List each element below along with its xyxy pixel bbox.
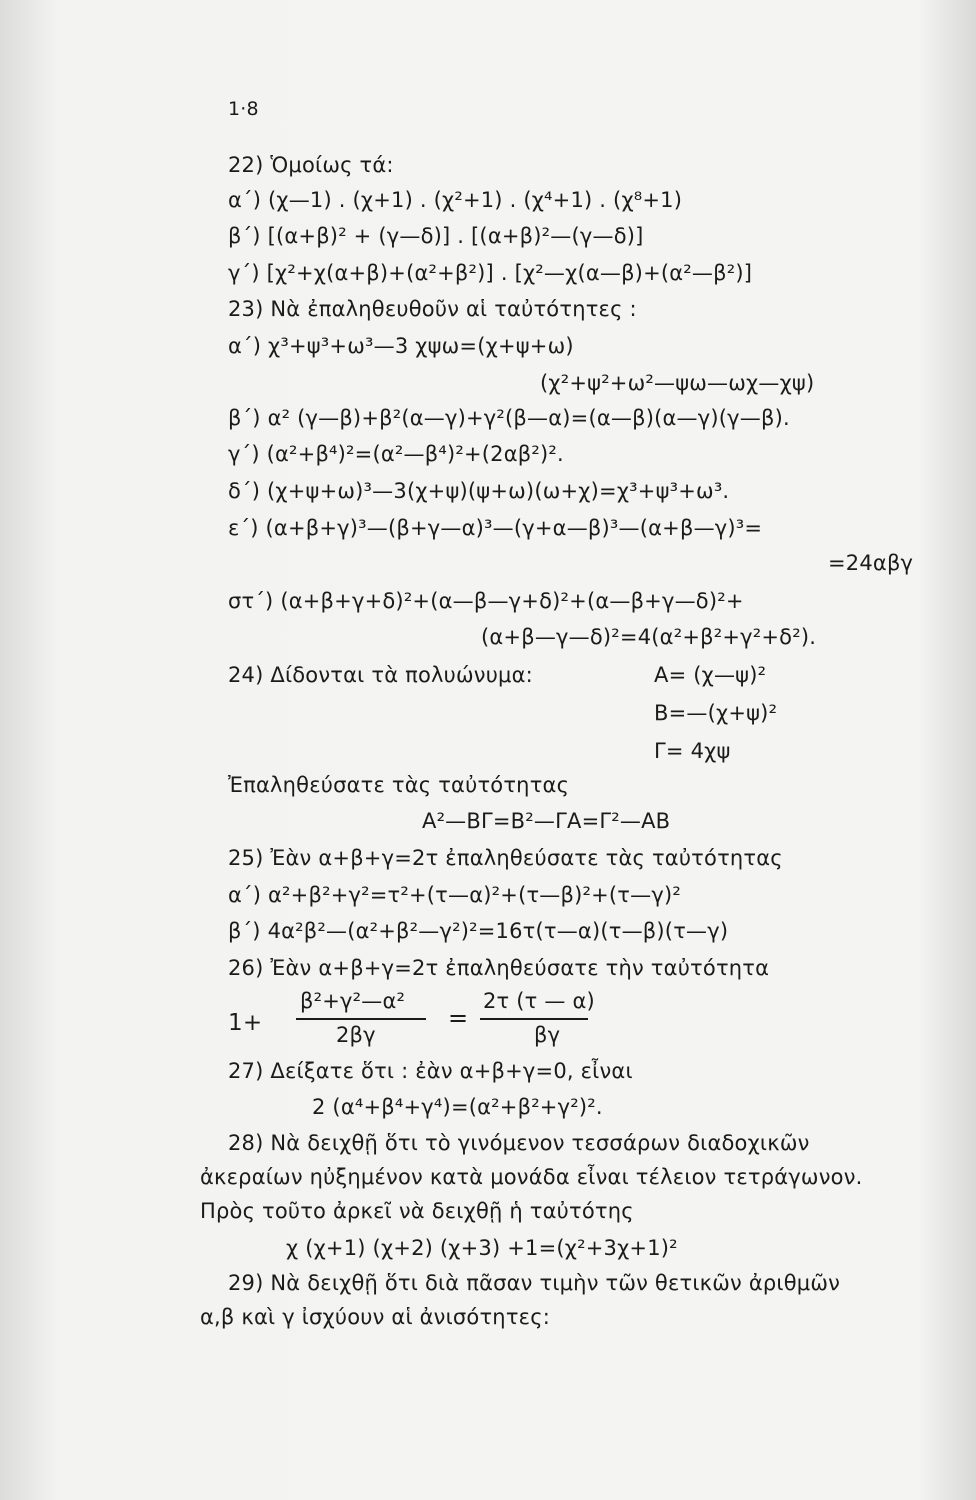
exercise-24-polynomial-g: Γ= 4χψ <box>654 739 731 763</box>
exercise-25-title: 25) Ἐὰν α+β+γ=2τ ἐπαληθεύσατε τὰς ταὐτότητας <box>228 846 783 870</box>
exercise-22-part-b: β΄) [(α+β)² + (γ—δ)] . [(α+β)²—(γ—δ)] <box>228 224 644 248</box>
exercise-28-line3: Πρὸς τοῦτο ἀρκεῖ νὰ δειχθῇ ἡ ταὐτότης <box>200 1199 634 1223</box>
exercise-27-title: 27) Δείξατε ὅτι : ἐὰν α+β+γ=0, εἶναι <box>228 1059 633 1083</box>
exercise-26-equals: = <box>448 1004 469 1032</box>
exercise-24-verify: Ἐπαληθεύσατε τὰς ταὐτότητας <box>228 773 570 797</box>
exercise-26-right-denominator: βγ <box>534 1023 561 1047</box>
exercise-26-left-denominator: 2βγ <box>336 1023 376 1047</box>
exercise-26-right-fraction-bar <box>480 1018 588 1020</box>
exercise-23-part-e-line1: ε΄) (α+β+γ)³—(β+γ—α)³—(γ+α—β)³—(α+β—γ)³= <box>228 516 763 540</box>
exercise-22-title: 22) Ὁμοίως τά: <box>228 153 394 177</box>
exercise-23-part-e-line2: =24αβγ <box>828 551 914 575</box>
exercise-29-line1: 29) Νὰ δειχθῇ ὅτι διὰ πᾶσαν τιμὴν τῶν θετικῶν ἀριθμῶν <box>228 1271 841 1295</box>
exercise-24-polynomial-b: Β=—(χ+ψ)² <box>654 701 778 725</box>
exercise-26-title: 26) Ἐὰν α+β+γ=2τ ἐπαληθεύσατε τὴν ταὐτότητα <box>228 956 770 980</box>
exercise-24-title: 24) Δίδονται τὰ πολυώνυμα: <box>228 663 533 687</box>
exercise-23-part-f-line2: (α+β—γ—δ)²=4(α²+β²+γ²+δ²). <box>481 625 817 649</box>
exercise-24-identity: Α²—ΒΓ=Β²—ΓΑ=Γ²—ΑΒ <box>422 809 671 833</box>
exercise-23-part-a-line2: (χ²+ψ²+ω²—ψω—ωχ—χψ) <box>540 371 815 395</box>
exercise-26-left-numerator: β²+γ²—α² <box>300 989 406 1013</box>
exercise-26-left-fraction-bar <box>296 1018 426 1020</box>
exercise-25-part-b: β΄) 4α²β²—(α²+β²—γ²)²=16τ(τ—α)(τ—β)(τ—γ) <box>228 919 729 943</box>
exercise-28-equation: χ (χ+1) (χ+2) (χ+3) +1=(χ²+3χ+1)² <box>286 1236 678 1260</box>
exercise-26-one-plus: 1+ <box>228 1010 263 1036</box>
exercise-28-line1: 28) Νὰ δειχθῇ ὅτι τὸ γινόμενον τεσσάρων διαδοχικῶν <box>228 1131 810 1155</box>
exercise-22-part-a: α΄) (χ—1) . (χ+1) . (χ²+1) . (χ⁴+1) . (χ⁸+1) <box>228 188 683 212</box>
exercise-23-part-b: β΄) α² (γ—β)+β²(α—γ)+γ²(β—α)=(α—β)(α—γ)(γ—β). <box>228 406 790 430</box>
exercise-23-part-f-line1: στ΄) (α+β+γ+δ)²+(α—β—γ+δ)²+(α—β+γ—δ)²+ <box>228 589 744 613</box>
exercise-24-polynomial-a: Α= (χ—ψ)² <box>654 663 767 687</box>
page-number: 1·8 <box>228 98 259 120</box>
exercise-23-part-c: γ΄) (α²+β⁴)²=(α²—β⁴)²+(2αβ²)². <box>228 442 564 466</box>
exercise-28-line2: ἀκεραίων ηὐξημένον κατὰ μονάδα εἶναι τέλειον τετράγωνον. <box>200 1165 863 1189</box>
exercise-26-right-numerator: 2τ (τ — α) <box>483 989 595 1013</box>
exercise-27-equation: 2 (α⁴+β⁴+γ⁴)=(α²+β²+γ²)². <box>312 1095 603 1119</box>
exercise-22-part-c: γ΄) [χ²+χ(α+β)+(α²+β²)] . [χ²—χ(α—β)+(α²—β²)] <box>228 261 753 285</box>
exercise-29-line2: α,β καὶ γ ἰσχύουν αἱ ἀνισότητες: <box>200 1305 551 1329</box>
exercise-23-title: 23) Νὰ ἐπαληθευθοῦν αἱ ταὐτότητες : <box>228 297 637 321</box>
exercise-25-part-a: α΄) α²+β²+γ²=τ²+(τ—α)²+(τ—β)²+(τ—γ)² <box>228 883 681 907</box>
exercise-23-part-a-line1: α΄) χ³+ψ³+ω³—3 χψω=(χ+ψ+ω) <box>228 334 574 358</box>
exercise-23-part-d: δ΄) (χ+ψ+ω)³—3(χ+ψ)(ψ+ω)(ω+χ)=χ³+ψ³+ω³. <box>228 479 730 503</box>
